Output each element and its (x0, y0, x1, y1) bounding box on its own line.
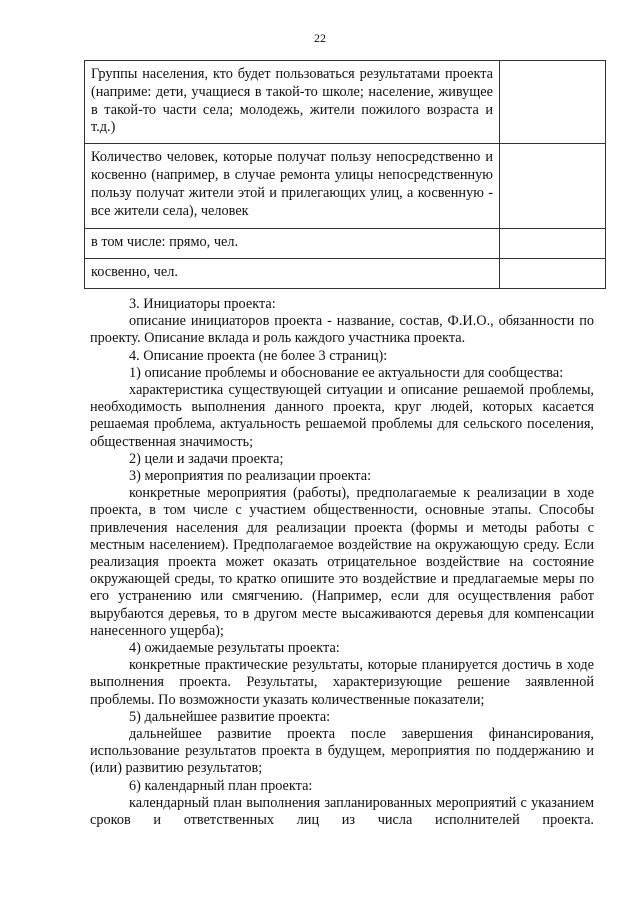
paragraph: календарный план выполнения запланированных мероприятий с указанием сроков и ответственных лиц из числа исполнителей проекта. (90, 794, 594, 829)
table-row (85, 61, 606, 144)
paragraph: конкретные практические результаты, которые планируется достичь в ходе выполнения проекта. Результаты, характеризующие решение заявленной проблемы. По возможности указать количественные показатели; (90, 657, 594, 708)
subsection-heading: 4) ожидаемые результаты проекта: (129, 640, 340, 657)
table-cell-value (500, 229, 606, 259)
subsection-heading: 6) календарный план проекта: (129, 777, 313, 794)
subsection-heading: 2) цели и задачи проекта; (129, 450, 284, 467)
table-row (85, 259, 606, 289)
table-cell-value (500, 259, 606, 289)
table-cell-label: косвенно, чел. (85, 259, 500, 289)
subsection-heading: 3) мероприятия по реализации проекта: (129, 468, 372, 485)
section-heading: 3. Инициаторы проекта: (129, 296, 276, 312)
project-info-table (84, 60, 606, 289)
page-number: 22 (314, 31, 326, 45)
table-row (85, 144, 606, 229)
subsection-heading: 1) описание проблемы и обоснование ее актуальности для сообщества: (129, 364, 564, 381)
table-cell-label: Группы населения, кто будет пользоваться результатами проекта (наприме: дети, учащиеся в такой-то школе; население, живущее в такой-то части села; молодежь, жители пожилого возраста и т.д.) (85, 61, 500, 144)
body-text (90, 296, 594, 829)
table-cell-label: Количество человек, которые получат пользу непосредственно и косвенно (например, в случае ремонта улицы непосредственную пользу получат жители этой и прилегающих улиц, а косвенную - все жители села), человек (85, 144, 500, 229)
paragraph: характеристика существующей ситуации и описание решаемой проблемы, необходимость выполнения данного проекта, круг людей, которых касается решаемая проблема, актуальность решаемой проблемы для сельского поселения, общественная значимость; (90, 382, 594, 450)
table-cell-value (500, 144, 606, 229)
subsection-heading: 5) дальнейшее развитие проекта: (129, 708, 331, 725)
paragraph: дальнейшее развитие проекта после завершения финансирования, использование результатов проекта в будущем, мероприятия по поддержанию и (или) развитию результатов; (90, 726, 594, 777)
paragraph: конкретные мероприятия (работы), предполагаемые к реализации в ходе проекта, в том числе с участием общественности, основные этапы. Способы привлечения населения для реализации проекта (формы и методы работы с местным населением). Предполагаемое воздействие на окружающую среду. Если реализация проекта может оказать отрицательное воздействие на состояние окружающей среды, то кратко опишите это воздействие и предлагаемые меры по его устранению или смягчению. (Например, если для осуществления работ вырубаются деревья, то в другом месте высаживаются деревья для компенсации нанесенного ущерба); (90, 485, 594, 639)
table-cell-value (500, 61, 606, 144)
section-heading: 4. Описание проекта (не более 3 страниц): (129, 347, 388, 364)
paragraph: описание инициаторов проекта - название, состав, Ф.И.О., обязанности по проекту. Описание вклада и роль каждого участника проекта. (90, 313, 594, 347)
table-cell-label: в том числе: прямо, чел. (85, 229, 500, 259)
table-row (85, 229, 606, 259)
